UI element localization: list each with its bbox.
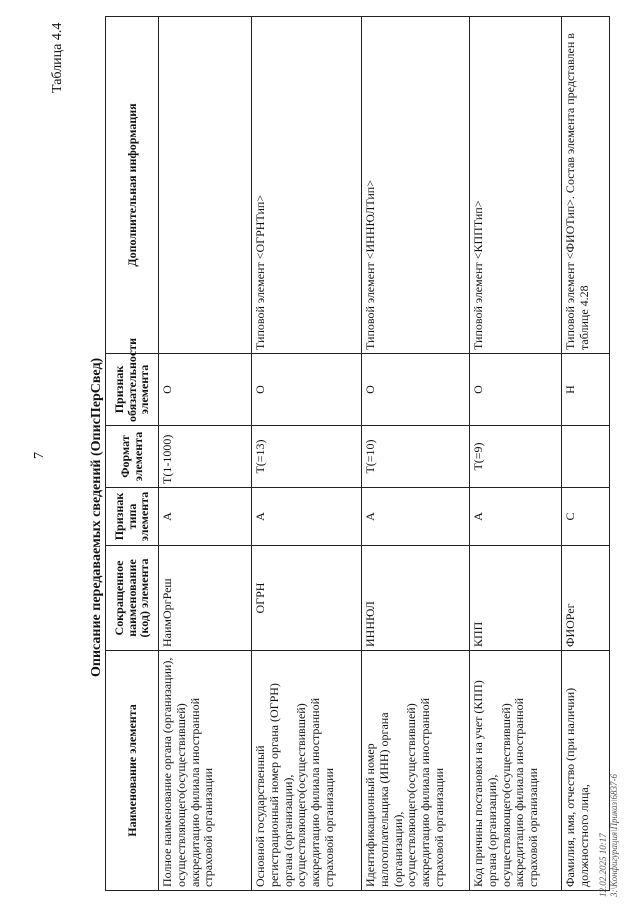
cell-required: О: [470, 354, 562, 426]
table-caption: Описание передаваемых сведений (ОписПерСвед): [89, 357, 104, 677]
header-element-format: Формат элемента: [106, 426, 159, 488]
cell-format: [562, 426, 610, 488]
table-row: [159, 17, 252, 891]
table-row: [362, 17, 470, 891]
footer-file-path: 3:\Конфигурация\Приказ\6837-6: [608, 773, 619, 897]
cell-type: А: [159, 488, 252, 546]
cell-format: Т(=13): [252, 426, 362, 488]
cell-format: Т(=9): [470, 426, 562, 488]
table-row: [252, 17, 362, 891]
cell-required: О: [362, 354, 470, 426]
header-element-code: Сокращенное наименование (код) элемента: [106, 546, 159, 651]
elements-table: [105, 16, 610, 891]
cell-info: Типовой элемент <ФИОТип>. Состав элемента представлен в таблице 4.28: [562, 17, 610, 354]
cell-required: Н: [562, 354, 610, 426]
header-element-name: Наименование элемента: [106, 651, 159, 891]
table-label: Таблица 4.4: [50, 22, 65, 93]
cell-code: ФИОРег: [562, 546, 610, 651]
cell-info: Типовой элемент <ИННЮЛТип>: [362, 17, 470, 354]
table-header-row: [106, 17, 159, 891]
header-additional-info: Дополнительная информация: [106, 17, 159, 354]
cell-info: [159, 17, 252, 354]
cell-required: О: [159, 354, 252, 426]
cell-type: А: [470, 488, 562, 546]
table-row: [470, 17, 562, 891]
footer-stamp: [598, 774, 620, 897]
cell-code: НаимОргРеш: [159, 546, 252, 651]
cell-info: Типовой элемент <ОГРНТип>: [252, 17, 362, 354]
header-element-required: Признак обязательности элемента: [106, 354, 159, 426]
cell-format: Т(1-1000): [159, 426, 252, 488]
cell-info: Типовой элемент <КППТип>: [470, 17, 562, 354]
cell-type: А: [252, 488, 362, 546]
cell-type: С: [562, 488, 610, 546]
table-row: [562, 17, 610, 891]
cell-name: Полное наименование органа (организации), осуществляющего(осуществившей) аккредитацию филиала иностранной страховой организации: [159, 651, 252, 891]
cell-code: ИННЮЛ: [362, 546, 470, 651]
page-number: 7: [32, 452, 47, 459]
cell-type: А: [362, 488, 470, 546]
cell-name: Идентификационный номер налогоплательщика (ИНН) органа (организации), осуществляющего(осуществившей) аккредитацию филиала иностранной страховой организации: [362, 651, 470, 891]
footer-timestamp: 12.02.2025 10:17: [598, 833, 608, 897]
cell-name: Код причины постановки на учет (КПП) органа (организации), осуществляющего(осуществившей) аккредитацию филиала иностранной страховой организации: [470, 651, 562, 891]
header-element-type: Признак типа элемента: [106, 488, 159, 546]
cell-name: Фамилия, имя, отчество (при наличии) должностного лица,: [562, 651, 610, 891]
cell-code: КПП: [470, 546, 562, 651]
cell-required: О: [252, 354, 362, 426]
cell-format: Т(=10): [362, 426, 470, 488]
cell-name: Основной государственный регистрационный номер органа (ОГРН) органа (организации), осуществляющего(осуществившей) аккредитацию филиала иностранной страховой организации: [252, 651, 362, 891]
cell-code: ОГРН: [252, 546, 362, 651]
